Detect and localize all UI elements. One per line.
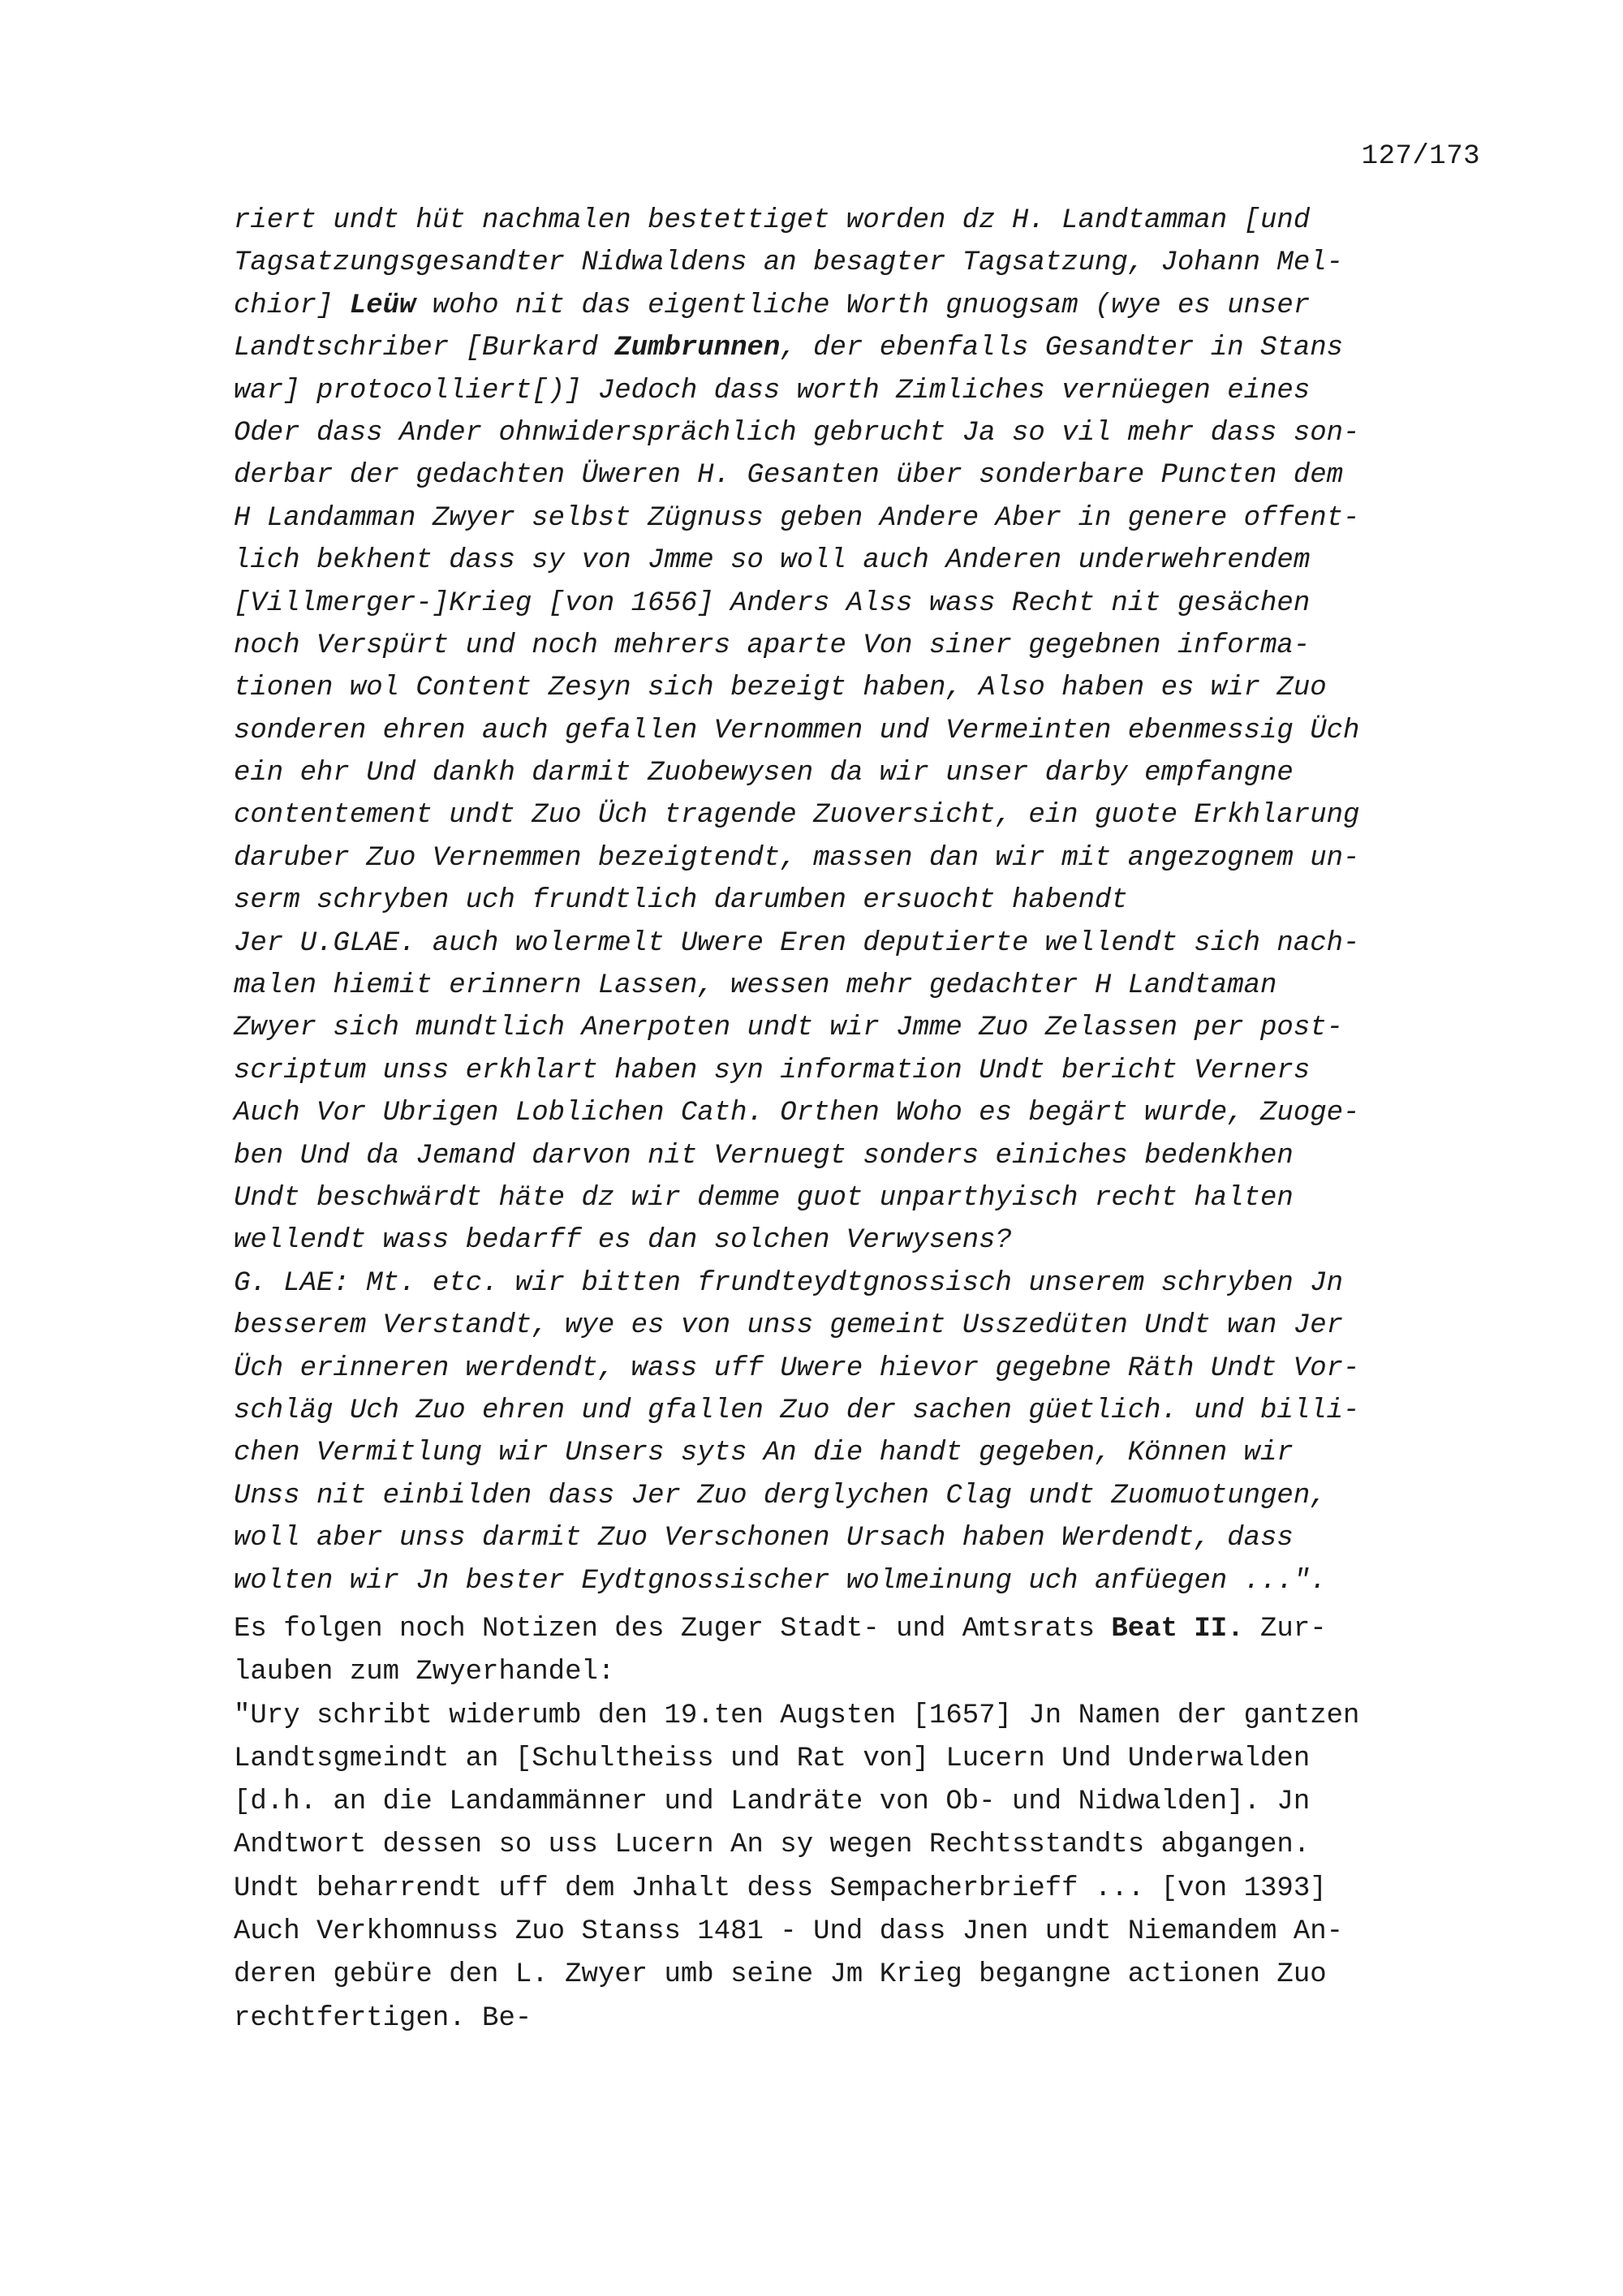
page-number: 127/173 <box>1361 141 1480 172</box>
text-segment: chior] <box>234 290 350 321</box>
text-segment: wellendt wass bedarff es dan solchen Verwysens? <box>234 1225 1012 1257</box>
text-segment: chen Vermitlung wir Unsers syts An die handt gegeben, Können wir <box>234 1438 1294 1469</box>
text-segment: Undt beschwärdt häte dz wir demme guot unparthyisch recht halten <box>234 1182 1294 1214</box>
text-segment: Üch erinneren werdendt, wass uff Uwere hievor gegebne Räth Undt Vor- <box>234 1352 1360 1384</box>
text-segment: ein ehr Und dankh darmit Zuobewysen da wir unser darby empfangne <box>234 758 1294 789</box>
note-line <box>234 1868 1475 1911</box>
quote-line <box>234 965 1475 1007</box>
quote-line <box>234 1390 1475 1432</box>
quoted-letter-text <box>234 200 1475 1602</box>
text-segment: G. LAE: Mt. etc. wir bitten frundteydtgnossisch unserem schryben Jn <box>234 1267 1344 1299</box>
quote-line <box>234 1348 1475 1390</box>
note-line <box>234 1651 1475 1694</box>
text-segment: Landtsgmeindt an [Schultheiss und Rat von] Lucern Und Underwalden <box>234 1743 1311 1774</box>
note-line <box>234 1781 1475 1824</box>
quote-line <box>234 710 1475 752</box>
text-segment: Zwyer sich mundtlich Anerpoten undt wir Jmme Zuo Zelassen per post- <box>234 1013 1344 1044</box>
quote-line <box>234 1560 1475 1602</box>
text-segment: daruber Zuo Vernemmen bezeigtendt, massen dan wir mit angezognem un- <box>234 842 1360 874</box>
quote-line <box>234 837 1475 879</box>
text-segment: H Landamman Zwyer selbst Zügnuss geben Andere Aber in genere offent- <box>234 502 1360 534</box>
note-line <box>234 1695 1475 1738</box>
text-segment: Tagsatzungsgesandter Nidwaldens an besagter Tagsatzung, Johann Mel- <box>234 247 1344 279</box>
quote-line <box>234 1092 1475 1134</box>
text-segment: [d.h. an die Landammänner und Landräte von Ob- und Nidwalden]. Jn <box>234 1786 1311 1818</box>
quote-line <box>234 1219 1475 1262</box>
quote-line <box>234 242 1475 284</box>
quote-line <box>234 1305 1475 1347</box>
text-segment: Andtwort dessen so uss Lucern An sy wegen Rechtsstandts abgangen. <box>234 1829 1311 1861</box>
quote-line <box>234 1177 1475 1219</box>
text-segment: schläg Uch Zuo ehren und gfallen Zuo der sachen güetlich. und billi- <box>234 1395 1360 1426</box>
quote-line <box>234 200 1475 242</box>
quote-line <box>234 1475 1475 1517</box>
text-segment: riert undt hüt nachmalen bestettiget worden dz H. Landtamman [und <box>234 205 1311 236</box>
quote-line <box>234 370 1475 412</box>
text-segment: malen hiemit erinnern Lassen, wessen mehr gedachter H Landtaman <box>234 970 1277 1002</box>
text-segment: woho nit das eigentliche Worth gnuogsam (wye es unser <box>415 290 1311 321</box>
text-segment: Oder dass Ander ohnwidersprächlich gebrucht Ja so vil mehr dass son- <box>234 417 1360 449</box>
note-line <box>234 1997 1475 2040</box>
text-segment: rechtfertigen. Be- <box>234 2002 532 2034</box>
text-segment: Es folgen noch Notizen des Zuger Stadt- und Amtsrats <box>234 1614 1112 1645</box>
text-segment: Auch Vor Ubrigen Loblichen Cath. Orthen Woho es begärt wurde, Zuoge- <box>234 1098 1360 1129</box>
text-segment: [Villmerger-]Krieg [von 1656] Anders Alss wass Recht nit gesächen <box>234 587 1311 619</box>
note-line <box>234 1824 1475 1867</box>
quote-line <box>234 583 1475 625</box>
quote-line <box>234 752 1475 794</box>
text-segment: woll aber unss darmit Zuo Verschonen Ursach haben Werdendt, dass <box>234 1523 1294 1554</box>
text-segment: contentement undt Zuo Üch tragende Zuoversicht, ein guote Erkhlarung <box>234 800 1360 832</box>
quote-line <box>234 1432 1475 1474</box>
note-line <box>234 1608 1475 1651</box>
quote-line <box>234 454 1475 497</box>
bold-name: Zumbrunnen <box>614 333 781 364</box>
text-segment: scriptum unss erkhlart haben syn information Undt bericht Verners <box>234 1055 1311 1086</box>
quote-line <box>234 879 1475 922</box>
bold-name: Leüw <box>349 290 416 321</box>
quote-line <box>234 1262 1475 1305</box>
quote-line <box>234 412 1475 454</box>
text-segment: derbar der gedachten Üweren H. Gesanten über sonderbare Puncten dem <box>234 460 1344 492</box>
quote-line <box>234 540 1475 582</box>
note-line <box>234 1738 1475 1781</box>
note-line <box>234 1954 1475 1997</box>
text-segment: tionen wol Content Zesyn sich bezeigt haben, Also haben es wir Zuo <box>234 673 1327 704</box>
quote-line <box>234 794 1475 836</box>
text-segment: Auch Verkhomnuss Zuo Stanss 1481 - Und dass Jnen undt Niemandem An- <box>234 1916 1344 1948</box>
text-segment: Landtschriber [Burkard <box>234 333 615 364</box>
text-segment: besserem Verstandt, wye es von unss gemeint Usszedüten Undt wan Jer <box>234 1310 1344 1342</box>
text-segment: lich bekhent dass sy von Jmme so woll auch Anderen underwehrendem <box>234 545 1311 577</box>
text-segment: deren gebüre den L. Zwyer umb seine Jm Krieg begangne actionen Zuo <box>234 1959 1327 1991</box>
quote-line <box>234 667 1475 709</box>
quote-line <box>234 1517 1475 1559</box>
note-line <box>234 1911 1475 1954</box>
bold-name: Beat II. <box>1111 1614 1244 1645</box>
notes-text <box>234 1608 1475 2040</box>
text-segment: noch Verspürt und noch mehrers aparte Von siner gegebnen informa- <box>234 630 1311 661</box>
text-segment: wolten wir Jn bester Eydtgnossischer wolmeinung uch anfüegen ...". <box>234 1565 1327 1597</box>
quote-line <box>234 497 1475 540</box>
text-segment: sonderen ehren auch gefallen Vernommen und Vermeinten ebenmessig Üch <box>234 715 1360 746</box>
text-segment: ben Und da Jemand darvon nit Vernuegt sonders einiches bedenkhen <box>234 1140 1294 1172</box>
text-segment: war] protocolliert[)] Jedoch dass worth Zimliches vernüegen eines <box>234 375 1311 406</box>
quote-line <box>234 1007 1475 1049</box>
text-segment: Zur- <box>1243 1614 1327 1645</box>
text-segment: "Ury schribt widerumb den 19.ten Augsten [1657] Jn Namen der gantzen <box>234 1700 1360 1731</box>
text-segment: , der ebenfalls Gesandter in Stans <box>780 333 1344 364</box>
text-segment: serm schryben uch frundtlich darumben ersuocht habendt <box>234 885 1128 917</box>
quote-line <box>234 285 1475 327</box>
text-segment: Jer U.GLAE. auch wolermelt Uwere Eren deputierte wellendt sich nach- <box>234 927 1360 959</box>
quote-line <box>234 327 1475 369</box>
quote-line <box>234 922 1475 965</box>
quote-line <box>234 625 1475 667</box>
text-segment: Unss nit einbilden dass Jer Zuo derglychen Clag undt Zuomuotungen, <box>234 1480 1327 1511</box>
quote-line <box>234 1050 1475 1092</box>
quote-line <box>234 1135 1475 1177</box>
text-segment: lauben zum Zwyerhandel: <box>234 1657 615 1688</box>
text-segment: Undt beharrendt uff dem Jnhalt dess Sempacherbrieff ... [von 1393] <box>234 1872 1327 1904</box>
